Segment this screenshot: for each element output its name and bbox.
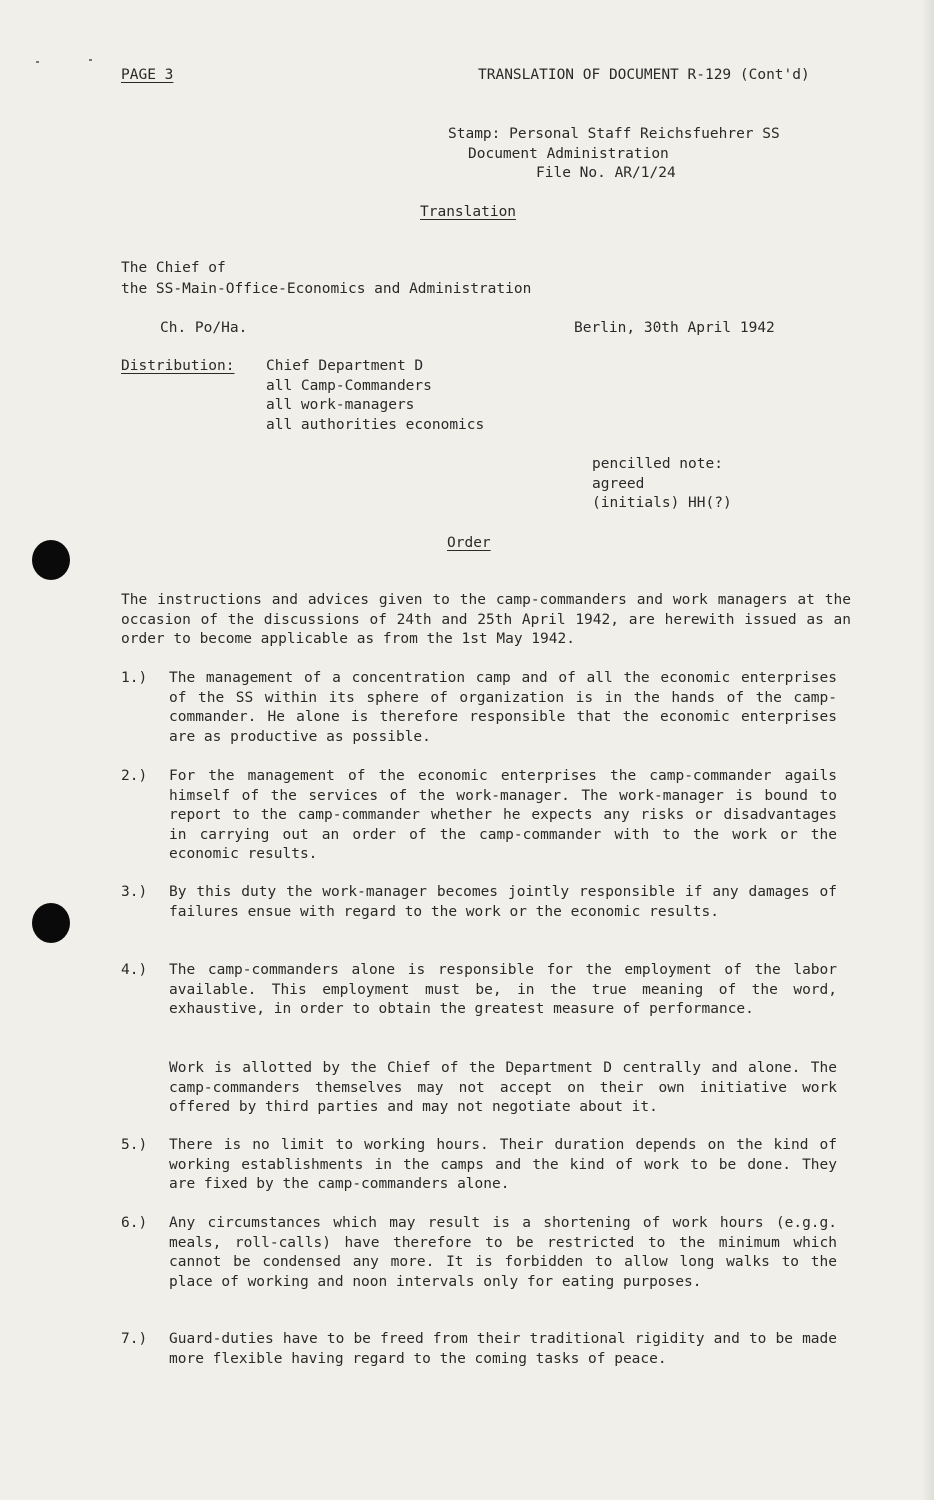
point-number: 6.) — [121, 1215, 148, 1231]
pencil-note-line-1: pencilled note: — [592, 456, 723, 472]
punch-hole-bottom — [32, 903, 70, 943]
stamp-line-3: File No. AR/1/24 — [536, 165, 676, 181]
stamp-line-2: Document Administration — [468, 146, 669, 162]
point-text: For the management of the economic enterprises the camp-commander agails himself of the services of the work-manager. The work-manager is bound to report to the camp-commander whether he expects any risks or disadvantages in carrying out an order of the camp-commander with to the work or the economic results. — [169, 768, 837, 862]
paper-speck — [89, 59, 92, 61]
point-text: The management of a concentration camp and of all the economic enterprises of the SS within its sphere of organization is in the hands of the camp-commander. He alone is therefore responsible that the economic enterprises are as productive as possible. — [169, 670, 837, 745]
pencil-note-line-3: (initials) HH(?) — [592, 495, 732, 511]
stamp-line-1: Stamp: Personal Staff Reichsfuehrer SS — [448, 126, 780, 142]
punch-hole-top — [32, 540, 70, 580]
point-text: Any circumstances which may result is a shortening of work hours (e.g.g. meals, roll-calls) have therefore to be restricted to the minimum which cannot be condensed any more. It is forbidden to allow long walks to the place of working and noon intervals only for eating purposes. — [169, 1215, 837, 1290]
sender-line-2: the SS-Main-Office-Economics and Administration — [121, 281, 532, 297]
pencil-note-line-2: agreed — [592, 476, 645, 492]
point-number: 5.) — [121, 1137, 148, 1153]
page-label: PAGE 3 — [121, 67, 174, 83]
order-intro: The instructions and advices given to the camp-commanders and work managers at the occasion of the discussions of 24th and 25th April 1942, are herewith issued as an order to become applicable as from the 1st May 1942. — [121, 592, 851, 647]
translation-heading: Translation — [420, 204, 517, 220]
distribution-list — [266, 357, 484, 435]
point-text: By this duty the work-manager becomes jointly responsible if any damages of failures ensue with regard to the work or the economic results. — [169, 884, 837, 920]
point-number: 7.) — [121, 1331, 148, 1347]
point-text: The camp-commanders alone is responsible for the employment of the labor available. This employment must be, in the true meaning of the word, exhaustive, in order to obtain the greatest measure of performance. — [169, 962, 837, 1017]
point-number: 2.) — [121, 768, 148, 784]
distribution-item: all authorities economics — [266, 416, 485, 433]
distribution-label: Distribution: — [121, 358, 235, 374]
reference: Ch. Po/Ha. — [160, 320, 248, 336]
paper-speck — [36, 61, 39, 63]
distribution-item: all work-managers — [266, 397, 415, 413]
point-text-continued: Work is allotted by the Chief of the Department D centrally and alone. The camp-commanders themselves may not accept on their own initiative work offered by third parties and may not negotiate about it. — [169, 1060, 837, 1115]
point-number: 1.) — [121, 670, 148, 686]
point-text: There is no limit to working hours. Their duration depends on the kind of working establishments in the camps and the kind of work to be done. They are fixed by the camp-commanders alone. — [169, 1137, 837, 1192]
order-heading: Order — [447, 535, 491, 551]
point-number: 4.) — [121, 962, 148, 978]
distribution-item: all Camp-Commanders — [266, 377, 432, 394]
sender-line-1: The Chief of — [121, 260, 226, 276]
paper-edge-shadow — [922, 0, 934, 1500]
point-number: 3.) — [121, 884, 148, 900]
document-title: TRANSLATION OF DOCUMENT R-129 (Cont'd) — [478, 67, 810, 83]
place-date: Berlin, 30th April 1942 — [574, 320, 775, 336]
distribution-item: Chief Department D — [266, 358, 424, 374]
point-text: Guard-duties have to be freed from their traditional rigidity and to be made more flexible having regard to the coming tasks of peace. — [169, 1331, 837, 1367]
